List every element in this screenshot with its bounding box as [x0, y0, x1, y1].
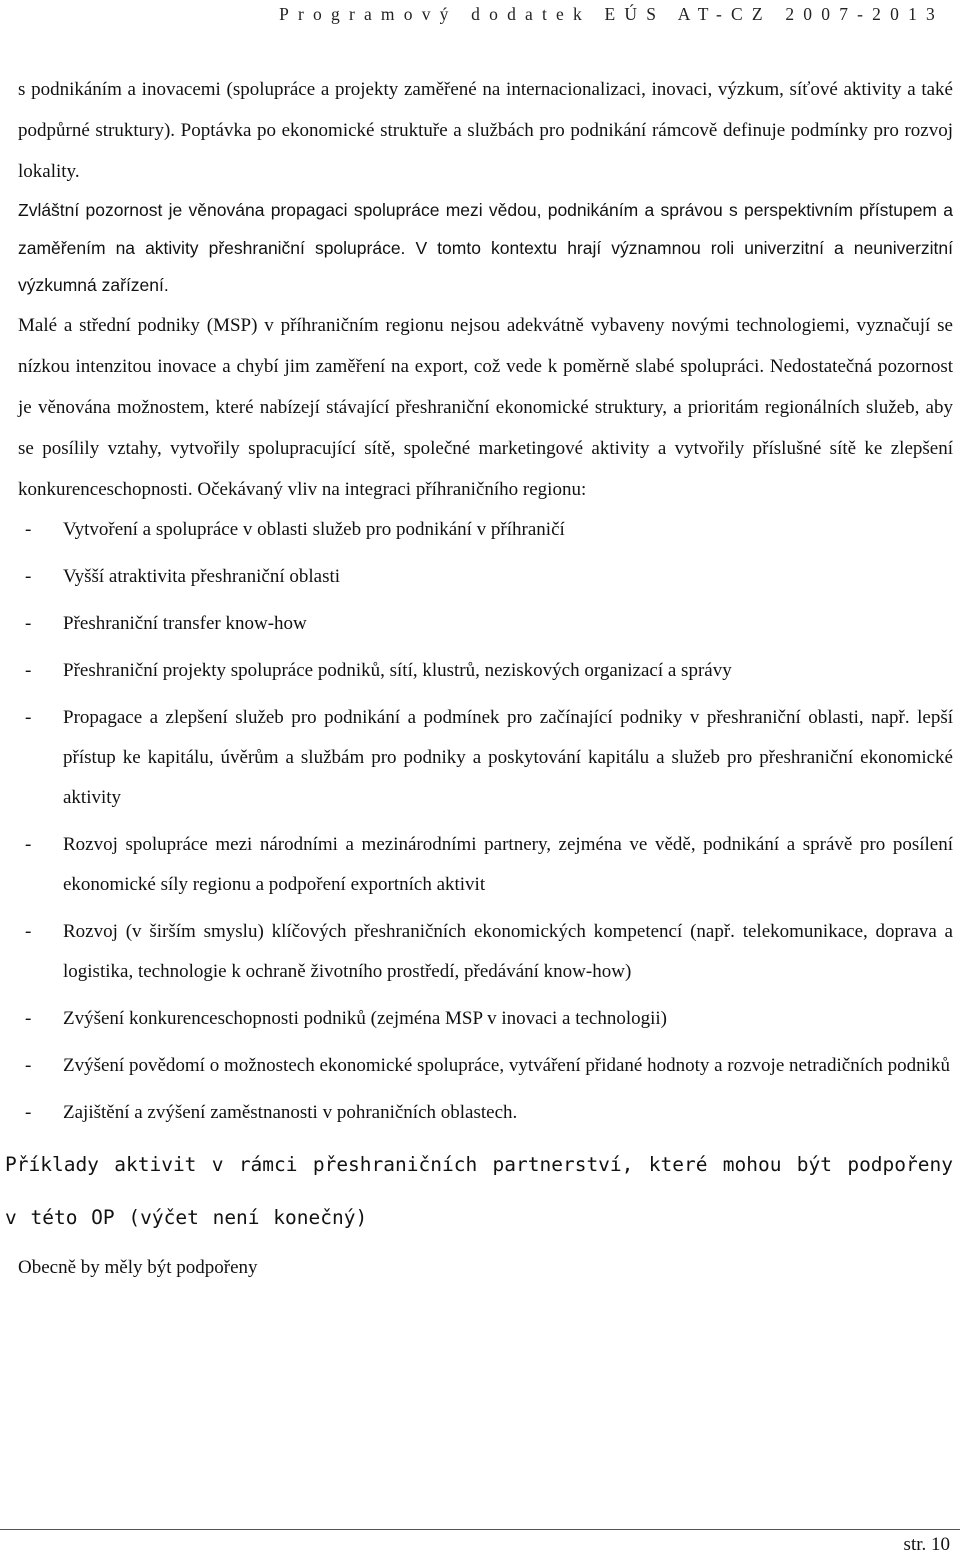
dash-bullet: -	[25, 833, 32, 855]
paragraph-sme-situation: Malé a střední podniky (MSP) v příhraničním regionu nejsou adekvátně vybaveny novými technologiemi, vyznačují se nízkou intenzitou inovace a chybí jim zaměření na export, což vede k poměrně slabé spolupráci. Nedostatečná pozornost je věnována možnostem, které nabízejí stávající přeshraniční ekonomické struktury, a prioritám regionálních služeb, aby se posílily vztahy, vytvořily spolupracující sítě, společné marketingové aktivity a vytvořily příslušné sítě ke zlepšení konkurenceschopnosti. Očekávaný vliv na integraci příhraničního regionu:	[18, 314, 953, 500]
dash-bullet: -	[25, 920, 32, 942]
list-item	[18, 651, 953, 691]
examples-heading: Příklady aktivit v rámci přeshraničních partnerství, které mohou být podpořeny v této OP (výčet není konečný)	[5, 1152, 953, 1229]
dash-bullet: -	[25, 565, 32, 587]
list-item-text: Rozvoj (v širším smyslu) klíčových přeshraničních ekonomických kompetencí (např. telekomunikace, doprava a logistika, technologie k ochraně životního prostředí, předávání know-how)	[63, 920, 953, 982]
paragraph-business-demand: s podnikáním a inovacemi (spolupráce a projekty zaměřené na internacionalizaci, inovaci, výzkum, síťové aktivity a také podpůrné struktury). Poptávka po ekonomické struktuře a službách pro podnikání rámcově definuje podmínky pro rozvoj lokality.	[18, 79, 953, 182]
list-item-text: Zvýšení konkurenceschopnosti podniků (zejména MSP v inovaci a technologii)	[63, 1007, 668, 1029]
list-item	[18, 1046, 953, 1086]
dash-bullet: -	[25, 659, 32, 681]
list-item	[18, 1093, 953, 1133]
subheading-general-support: Obecně by měly být podpořeny	[18, 1256, 258, 1278]
list-item-text: Vyšší atraktivita přeshraniční oblasti	[63, 565, 341, 587]
footer-divider	[0, 1529, 960, 1530]
list-item	[18, 604, 953, 644]
document-body	[5, 69, 953, 1288]
list-item	[18, 557, 953, 597]
list-item-text: Vytvoření a spolupráce v oblasti služeb pro podnikání v příhraničí	[63, 518, 565, 540]
dash-bullet: -	[25, 706, 32, 728]
list-item-text: Zajištění a zvýšení zaměstnanosti v pohraničních oblastech.	[63, 1101, 518, 1123]
list-item	[18, 912, 953, 992]
list-item	[18, 510, 953, 550]
list-item-text: Přeshraniční transfer know-how	[63, 612, 307, 634]
dash-bullet: -	[25, 612, 32, 634]
page-number: str. 10	[903, 1534, 950, 1555]
list-item	[18, 825, 953, 905]
list-item	[18, 698, 953, 818]
list-item	[18, 999, 953, 1039]
list-item-text: Přeshraniční projekty spolupráce podniků, sítí, klustrů, neziskových organizací a správy	[63, 659, 732, 681]
document-header-title: Programový dodatek EÚS AT-CZ 2007-2013	[279, 4, 944, 24]
expected-impact-list	[18, 510, 953, 1133]
paragraph-science-cooperation: Zvláštní pozornost je věnována propagaci spolupráce mezi vědou, podnikáním a správou s perspektivním přístupem a zaměřením na aktivity přeshraniční spolupráce. V tomto kontextu hrají významnou roli univerzitní a neuniverzitní výzkumná zařízení.	[18, 200, 953, 295]
dash-bullet: -	[25, 1101, 32, 1123]
dash-bullet: -	[25, 1007, 32, 1029]
list-item-text: Zvýšení povědomí o možnostech ekonomické spolupráce, vytváření přidané hodnoty a rozvoje netradičních podniků	[63, 1054, 950, 1076]
dash-bullet: -	[25, 1054, 32, 1076]
list-item-text: Propagace a zlepšení služeb pro podnikání a podmínek pro začínající podniky v přeshraniční oblasti, např. lepší přístup ke kapitálu, úvěrům a službám pro podniky a poskytování kapitálu a služeb pro přeshraniční ekonomické aktivity	[63, 706, 953, 808]
list-item-text: Rozvoj spolupráce mezi národními a mezinárodními partnery, zejména ve vědě, podnikání a správě pro posílení ekonomické síly regionu a podpoření exportních aktivit	[63, 833, 953, 895]
dash-bullet: -	[25, 518, 32, 540]
